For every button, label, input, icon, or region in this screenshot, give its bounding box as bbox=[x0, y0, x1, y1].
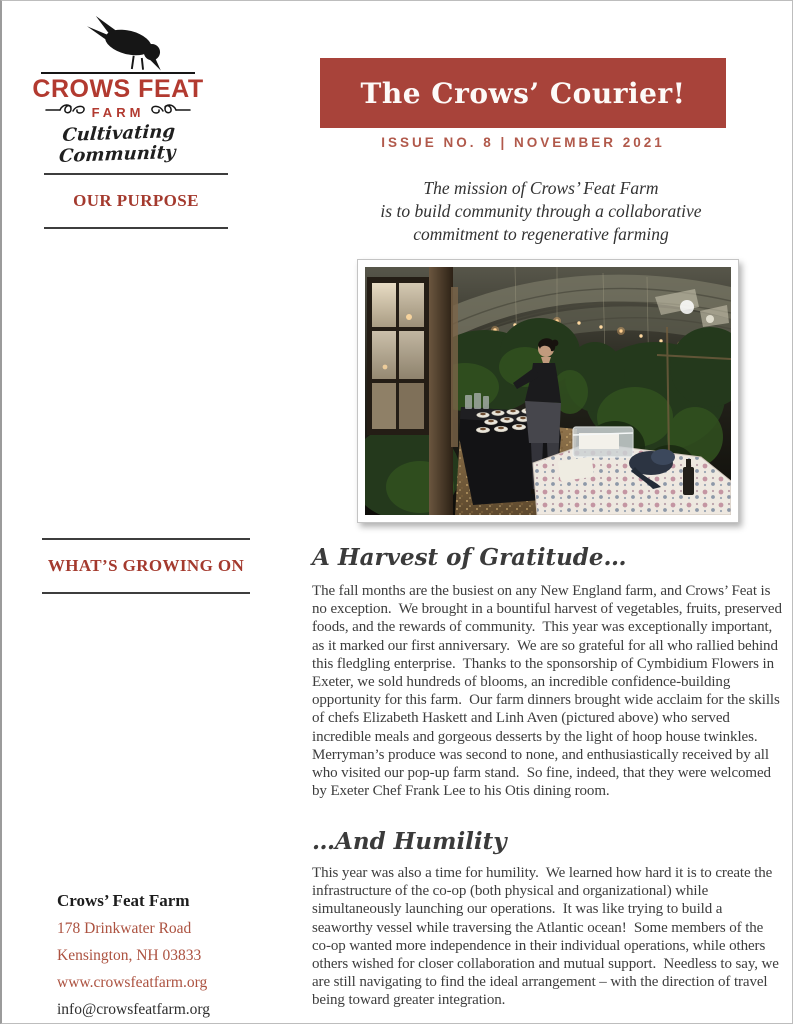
article-body-humility: This year was also a time for humility. We learned how hard it is to create the infrastructure of the co-op (both physical and organizational) while simultaneously launching our operations. It was like trying to build a seaworthy vessel while traversing the Atlantic ocean! Some members of the co-op wanted more independence in their individual operations, while others others wished for closer collaboration and mutual support. Needless to say, we are still navigating to find the ideal arrangement – with the direction of travel being toward greater integration. bbox=[312, 865, 783, 1009]
article-body-harvest: The fall months are the busiest on any New England farm, and Crows’ Feat is no exception. We brought in a bountiful harvest of vegetables, fruits, preserved foods, and the rewards of community. This year was exceptionally important, as it marked our first anniversary. We are so grateful for all who rallied behind this fledgling enterprise. Thanks to the sponsorship of Cymbidium Flowers in Exeter, we sold hundreds of blooms, an incredible confidence-building opportunity for this farm. Our farm dinners brought wide acclaim for the skills of chefs Elizabeth Haskett and Linh Aven (pictured above) who served incredible meals and gorgeous desserts by the light of hoop house twinkles. Merryman’s produce was second to none, and enthusiastically received by all who visited our pop-up farm stand. So fine, indeed, that they were welcomed by Exeter Chef Frank Lee to his Otis dining room. bbox=[312, 583, 786, 800]
contact-address-line2: Kensington, NH 03833 bbox=[57, 947, 202, 964]
contact-block bbox=[57, 887, 282, 1023]
photo-illustration bbox=[365, 267, 731, 515]
logo-tagline: Cultivating Community bbox=[58, 121, 177, 168]
mission-line: is to build community through a collaborative bbox=[380, 201, 702, 221]
contact-address-line1: 178 Drinkwater Road bbox=[57, 920, 192, 937]
mission-statement bbox=[312, 177, 770, 246]
article-heading-humility: …And Humility bbox=[312, 828, 507, 855]
mission-line: commitment to regenerative farming bbox=[413, 224, 669, 244]
farm-logo bbox=[30, 13, 206, 168]
newsletter-title: The Crows’ Courier! bbox=[360, 76, 686, 110]
contact-farm-name: Crows’ Feat Farm bbox=[57, 891, 190, 910]
logo-rule bbox=[41, 72, 195, 74]
sidebar-section-our-purpose bbox=[44, 173, 228, 229]
sidebar-section-whats-growing-on bbox=[42, 538, 250, 594]
contact-website: www.crowsfeatfarm.org bbox=[57, 974, 208, 991]
mission-line: The mission of Crows’ Feat Farm bbox=[423, 178, 659, 198]
crow-icon bbox=[44, 13, 220, 72]
sidebar-heading: OUR PURPOSE bbox=[73, 191, 199, 210]
issue-line: ISSUE NO. 8 | NOVEMBER 2021 bbox=[381, 135, 665, 150]
sidebar-heading: WHAT’S GROWING ON bbox=[47, 556, 245, 575]
logo-name: CROWS FEAT bbox=[32, 75, 204, 103]
contact-email: info@crowsfeatfarm.org bbox=[57, 1001, 211, 1018]
rule bbox=[42, 592, 250, 594]
rule bbox=[42, 538, 250, 540]
rule bbox=[44, 173, 228, 175]
logo-farm-word: FARM bbox=[91, 104, 145, 120]
flourish-icon bbox=[45, 101, 89, 124]
article-heading-harvest: A Harvest of Gratitude… bbox=[312, 544, 627, 571]
masthead-banner bbox=[320, 58, 726, 128]
rule bbox=[44, 227, 228, 229]
farm-dinner-photo bbox=[357, 259, 739, 523]
